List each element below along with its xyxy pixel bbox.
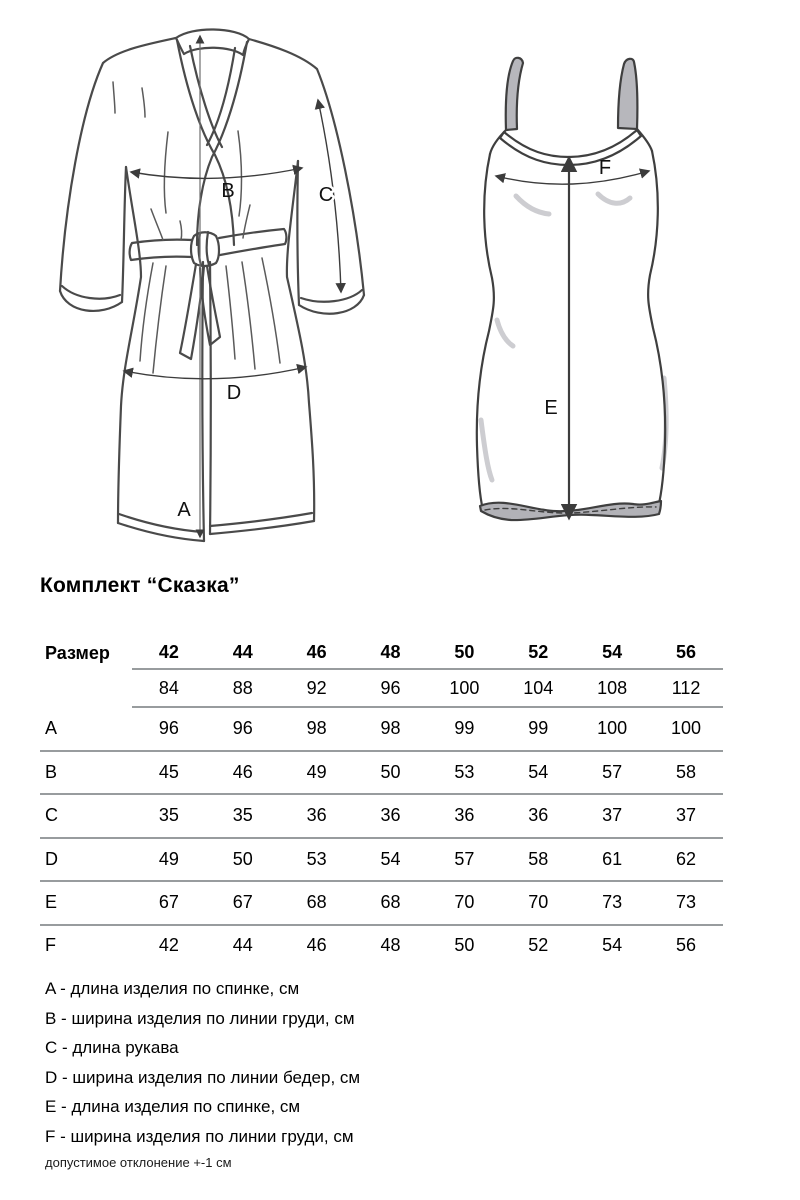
table-cell: 49 xyxy=(306,761,327,782)
robe-left-cuff xyxy=(60,286,122,311)
table-cell: 45 xyxy=(158,761,179,782)
size-header-cell: 54 xyxy=(602,641,623,662)
table-cell: 36 xyxy=(380,805,401,826)
row-values xyxy=(132,795,723,837)
table-cell: 73 xyxy=(602,892,623,913)
table-cell: 68 xyxy=(306,892,327,913)
gown-drawing xyxy=(477,58,666,520)
table-cell: 46 xyxy=(232,761,253,782)
robe-left-sleeve-outline xyxy=(60,38,176,291)
table-cell: 35 xyxy=(158,805,179,826)
size-table-header xyxy=(40,636,723,670)
table-cell: 62 xyxy=(676,848,697,869)
measure-label-b: B xyxy=(221,180,235,202)
table-cell: 42 xyxy=(158,935,179,955)
table-cell: 53 xyxy=(454,761,475,782)
table-cell: 61 xyxy=(602,848,623,869)
table-cell: 37 xyxy=(602,805,623,826)
legend-item: D - ширина изделия по линии бедер, см xyxy=(45,1067,361,1087)
row-label: D xyxy=(45,848,58,869)
measure-label-e: E xyxy=(544,397,558,419)
table-cell: 36 xyxy=(306,805,327,826)
size-header-cell: 56 xyxy=(676,641,697,662)
table-cell: 108 xyxy=(597,677,628,698)
row-values xyxy=(132,882,723,924)
table-row xyxy=(40,670,723,708)
legend-item: C - длина рукава xyxy=(45,1038,179,1057)
table-row xyxy=(40,708,723,752)
table-cell: 56 xyxy=(676,935,697,955)
size-header-cell: 44 xyxy=(232,641,253,662)
size-header-cell: 52 xyxy=(528,641,549,662)
table-cell: 36 xyxy=(528,805,549,826)
table-cell: 100 xyxy=(449,677,480,698)
garment-diagrams xyxy=(0,0,800,568)
table-cell: 100 xyxy=(597,718,628,739)
table-row xyxy=(40,752,723,796)
size-header-cell: 48 xyxy=(380,641,401,662)
legend xyxy=(45,974,360,1151)
table-cell: 70 xyxy=(528,892,549,913)
table-cell: 92 xyxy=(306,677,327,698)
table-cell: 104 xyxy=(523,677,554,698)
table-cell: 96 xyxy=(380,677,401,698)
table-cell: 54 xyxy=(602,935,623,955)
table-cell: 50 xyxy=(232,848,253,869)
measure-label-d: D xyxy=(226,382,242,404)
size-table xyxy=(40,636,723,966)
robe-left-sleeve-inner xyxy=(122,167,126,302)
measure-line-f xyxy=(496,171,649,184)
row-values xyxy=(132,708,723,750)
table-cell: 98 xyxy=(306,718,327,739)
table-cell: 36 xyxy=(454,805,475,826)
measure-label-c: C xyxy=(318,184,334,206)
robe-right-sleeve-inner xyxy=(297,161,299,305)
size-table-header-label: Размер xyxy=(45,642,110,663)
row-label: A xyxy=(45,718,58,739)
table-cell: 112 xyxy=(671,677,701,698)
table-cell: 67 xyxy=(158,892,179,913)
row-label: E xyxy=(45,892,58,913)
tolerance-footnote: допустимое отклонение +-1 см xyxy=(45,1155,232,1170)
gown-armholes xyxy=(490,129,652,154)
table-row xyxy=(40,882,723,926)
table-cell: 96 xyxy=(232,718,253,739)
table-row xyxy=(40,839,723,883)
table-cell: 46 xyxy=(306,935,327,955)
size-table-body xyxy=(40,670,723,966)
gown-hem-band xyxy=(480,501,661,520)
table-cell: 52 xyxy=(528,935,549,955)
table-cell: 54 xyxy=(528,761,549,782)
page-title: Комплект “Сказка” xyxy=(40,574,240,597)
measure-line-b xyxy=(131,168,302,178)
row-label xyxy=(40,670,132,708)
legend-item: B - ширина изделия по линии груди, см xyxy=(45,1008,355,1028)
row-label: B xyxy=(45,761,58,782)
table-cell: 96 xyxy=(158,718,179,739)
table-cell: 48 xyxy=(380,935,401,955)
row-label: C xyxy=(45,805,58,826)
table-cell: 54 xyxy=(380,848,401,869)
table-cell: 53 xyxy=(306,848,327,869)
table-cell: 44 xyxy=(232,935,253,955)
table-cell: 84 xyxy=(158,677,179,698)
row-values xyxy=(132,752,723,794)
robe-left-body xyxy=(118,167,141,523)
gown-strap-right xyxy=(618,59,637,129)
table-cell: 98 xyxy=(380,718,401,739)
table-cell: 88 xyxy=(232,677,253,698)
row-label: F xyxy=(45,935,56,955)
size-header-values xyxy=(132,636,723,670)
robe-drawing xyxy=(60,29,364,541)
robe-left-hem xyxy=(118,514,204,541)
table-cell: 50 xyxy=(454,935,475,955)
robe-right-cuff xyxy=(299,290,364,314)
gown-neckline xyxy=(500,130,641,165)
table-row xyxy=(40,926,723,966)
gown-strap-left xyxy=(506,58,523,130)
measure-label-f: F xyxy=(598,157,612,179)
robe-belt-right xyxy=(219,229,286,255)
measure-line-d xyxy=(124,367,306,379)
table-cell: 67 xyxy=(232,892,253,913)
gown-shading xyxy=(481,194,666,480)
table-cell: 73 xyxy=(676,892,697,913)
row-values xyxy=(132,926,723,966)
table-cell: 49 xyxy=(158,848,179,869)
table-cell: 58 xyxy=(528,848,549,869)
size-header-cell: 50 xyxy=(454,641,475,662)
robe-belt-knot xyxy=(191,232,219,266)
table-cell: 99 xyxy=(454,718,475,739)
table-cell: 100 xyxy=(671,718,702,739)
table-cell: 99 xyxy=(528,718,549,739)
legend-item: E - длина изделия по спинке, см xyxy=(45,1097,301,1116)
robe-right-hem xyxy=(210,513,314,534)
table-cell: 57 xyxy=(454,848,475,869)
measure-label-a: A xyxy=(177,499,191,521)
robe-right-sleeve-outline xyxy=(249,39,364,295)
legend-item: F - ширина изделия по линии груди, см xyxy=(45,1126,354,1146)
table-row xyxy=(40,795,723,839)
row-values xyxy=(132,670,723,708)
table-cell: 50 xyxy=(380,761,401,782)
table-cell: 37 xyxy=(676,805,697,826)
robe-collar-lapels xyxy=(177,40,247,245)
row-values xyxy=(132,839,723,881)
table-cell: 58 xyxy=(676,761,697,782)
table-cell: 57 xyxy=(602,761,623,782)
size-header-cell: 42 xyxy=(158,641,179,662)
table-cell: 35 xyxy=(232,805,253,826)
table-cell: 68 xyxy=(380,892,401,913)
size-header-cell: 46 xyxy=(306,641,327,662)
robe-back-neckband xyxy=(176,29,249,55)
legend-item: A - длина изделия по спинке, см xyxy=(45,979,300,998)
table-cell: 70 xyxy=(454,892,475,913)
robe-right-body xyxy=(287,161,314,521)
